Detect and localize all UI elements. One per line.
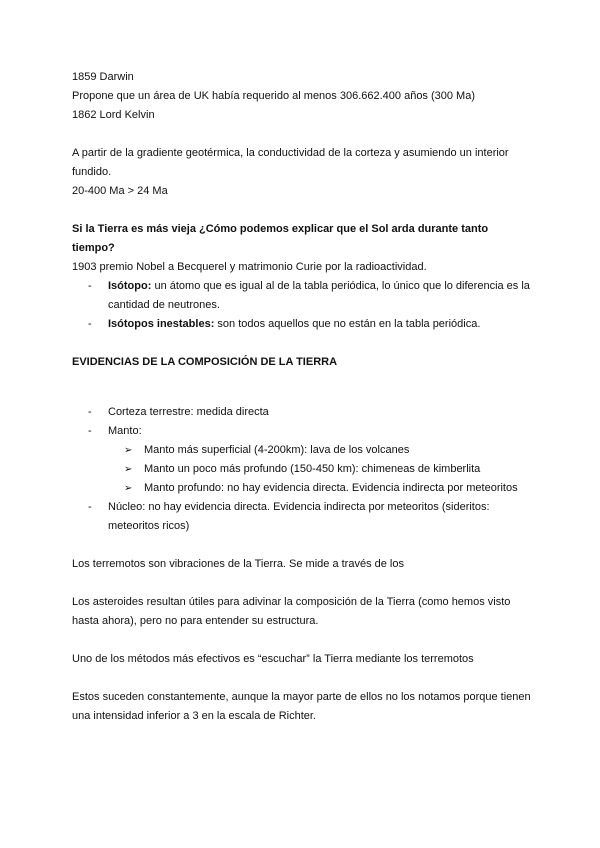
dash-marker: - (88, 318, 92, 330)
metodos-paragraph: Uno de los métodos más efectivos es “escuchar” la Tierra mediante los terremotos (72, 653, 474, 665)
nucleo-list (72, 498, 532, 536)
isotope-list (72, 277, 532, 334)
list-item (72, 441, 532, 460)
list-item (72, 422, 532, 441)
suceden-paragraph: Estos suceden constantemente, aunque la mayor parte de ellos no los notamos porque tienen una intensidad inferior a 3 en la escala de Richter. (72, 691, 531, 722)
darwin-year: 1859 Darwin (72, 71, 134, 83)
manto-item: Manto: (108, 425, 142, 437)
document-page (72, 68, 532, 726)
section-heading: EVIDENCIAS DE LA COMPOSICIÓN DE LA TIERRA (72, 356, 338, 368)
isotope-term: Isótopos inestables: (108, 318, 215, 330)
arrow-marker-icon: ➢ (124, 464, 133, 475)
list-item (72, 498, 532, 536)
terremotos-paragraph: Los terremotos son vibraciones de la Tierra. Se mide a través de los (72, 558, 404, 570)
list-item (72, 277, 532, 315)
dash-marker: - (88, 406, 92, 418)
manto-sublist (72, 441, 532, 498)
dash-marker: - (88, 501, 92, 513)
dash-marker: - (88, 280, 92, 292)
kelvin-range: 20-400 Ma > 24 Ma (72, 185, 168, 197)
list-item (72, 315, 532, 334)
manto-subitem: Manto más superficial (4-200km): lava de los volcanes (144, 444, 410, 456)
dash-marker: - (88, 425, 92, 437)
nobel-text: 1903 premio Nobel a Becquerel y matrimonio Curie por la radioactividad. (72, 261, 427, 273)
isotope-definition: un átomo que es igual al de la tabla periódica, lo único que lo diferencia es la cantidad de neutrones. (108, 280, 530, 311)
kelvin-year: 1862 Lord Kelvin (72, 109, 155, 121)
list-item (72, 479, 532, 498)
isotope-definition: son todos aquellos que no están en la tabla periódica. (214, 318, 481, 330)
asteroides-paragraph: Los asteroides resultan útiles para adivinar la composición de la Tierra (como hemos visto hasta ahora), pero no para entender su estructura. (72, 596, 511, 627)
arrow-marker-icon: ➢ (124, 483, 133, 494)
nucleo-item: Núcleo: no hay evidencia directa. Evidencia indirecta por meteoritos (sideritos: meteoritos ricos) (108, 501, 490, 532)
list-item (72, 460, 532, 479)
kelvin-text: A partir de la gradiente geotérmica, la conductividad de la corteza y asumiendo un interior fundido. (72, 147, 509, 178)
manto-subitem: Manto profundo: no hay evidencia directa. Evidencia indirecta por meteoritos (144, 482, 518, 494)
corteza-item: Corteza terrestre: medida directa (108, 406, 269, 418)
darwin-text: Propone que un área de UK había requerido al menos 306.662.400 años (300 Ma) (72, 90, 476, 102)
evidence-list (72, 403, 532, 441)
list-item (72, 403, 532, 422)
question-heading: Si la Tierra es más vieja ¿Cómo podemos explicar que el Sol arda durante tanto tiempo? (72, 223, 489, 254)
manto-subitem: Manto un poco más profundo (150-450 km): chimeneas de kimberlita (144, 463, 481, 475)
arrow-marker-icon: ➢ (124, 445, 133, 456)
isotope-term: Isótopo: (108, 280, 152, 292)
